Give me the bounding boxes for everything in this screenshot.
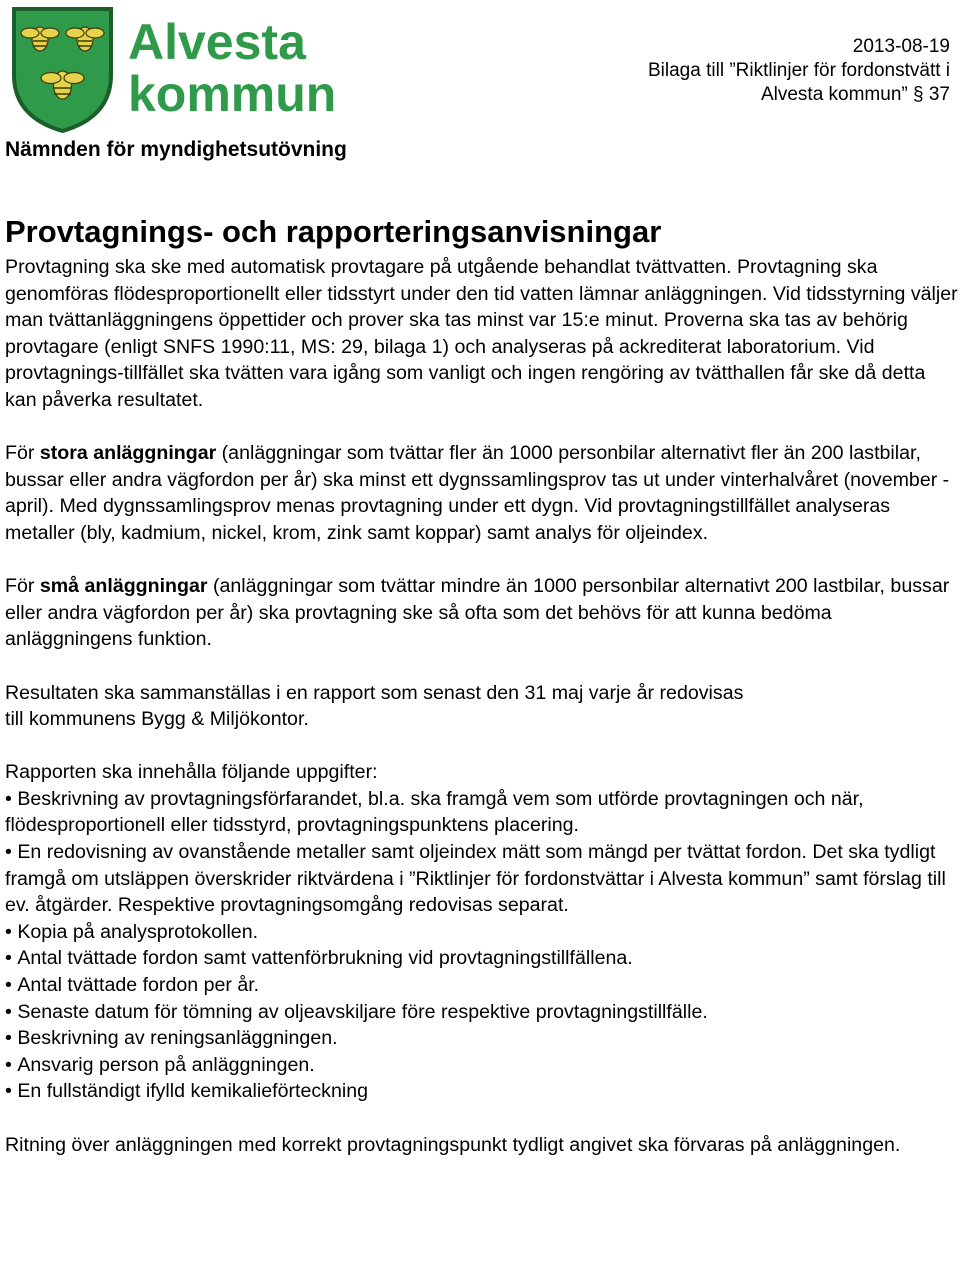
document-body — [5, 212, 960, 1158]
text-line: till kommunens Bygg & Miljökontor. — [5, 708, 309, 731]
list-item: • Ansvarig person på anläggningen. — [5, 1052, 960, 1079]
reference-name: Alvesta kommun” — [760, 84, 908, 105]
list-item: • En fullständigt ifylld kemikalieförteckning — [5, 1078, 960, 1105]
paragraph-report-deadline — [5, 680, 960, 733]
report-contents-list — [5, 786, 960, 1105]
reference-line-2 — [648, 83, 950, 107]
list-item: • Antal tvättade fordon samt vattenförbrukning vid provtagningstillfällena. — [5, 945, 960, 972]
document-reference — [648, 35, 950, 107]
paragraph-drawing: Ritning över anläggningen med korrekt provtagningspunkt tydligt angivet ska förvaras på anläggningen. — [5, 1133, 901, 1156]
text-line: Resultaten ska sammanställas i en rapport som senast den 31 maj varje år redovisas — [5, 681, 744, 704]
text-span: (anläggningar som tvättar fler än 1000 personbilar alternativt fler än 200 lastbilar, bussar eller andra vägfordon per år) ska minst ett dygnssamlingsprov tas ut under vinterhalvåret (november - april). Med dygnssamlingsprov menas provtagning under ett dygn. Vid provtagningstillfället analyseras metaller (bly, kadmium, nickel, krom, zink samt koppar) samt analys för oljeindex. — [5, 442, 950, 544]
list-item: • Beskrivning av provtagningsförfarandet, bl.a. ska framgå vem som utförde provtagningen och när, flödesproportionell eller tidsstyrd, provtagningspunktens placering. — [5, 786, 960, 839]
emphasis-small-facilities: små anläggningar — [39, 575, 208, 598]
text-span: För — [5, 575, 40, 598]
list-item: • Kopia på analysprotokollen. — [5, 919, 960, 946]
logo-wordmark — [128, 13, 358, 117]
text-span: För — [5, 442, 40, 465]
department-name: Nämnden för myndighetsutövning — [5, 138, 347, 161]
emphasis-large-facilities: stora anläggningar — [39, 442, 217, 465]
text-span: (anläggningar som tvättar mindre än 1000 personbilar alternativt 200 lastbilar, bussar eller andra vägfordon per år) ska provtagning ske så ofta som det behövs för att kunna bedöma anläggningens funktion. — [5, 575, 950, 651]
paragraph-large-facilities — [5, 440, 960, 546]
coat-of-arms-icon — [10, 5, 115, 135]
report-contents-intro: Rapporten ska innehålla följande uppgifter: — [5, 761, 378, 784]
municipality-logo — [10, 5, 355, 135]
list-item: • Senaste datum för tömning av oljeavskiljare före respektive provtagningstillfälle. — [5, 999, 960, 1026]
page-title: Provtagnings- och rapporteringsanvisningar — [5, 214, 662, 249]
list-item: • Beskrivning av reningsanläggningen. — [5, 1025, 960, 1052]
document-date: 2013-08-19 — [852, 36, 950, 57]
list-item: • En redovisning av ovanstående metaller samt oljeindex mätt som mängd per tvättat fordon. Det ska tydligt framgå om utsläppen överskrider riktvärdena i ”Riktlinjer för fordonstvättar i Alvesta kommun” samt förslag till ev. åtgärder. Respektive provtagningsomgång redovisas separat. — [5, 839, 960, 919]
reference-section: § 37 — [913, 84, 950, 105]
logo-line-2: kommun — [128, 66, 337, 117]
logo-line-1: Alvesta — [128, 14, 306, 70]
list-item: • Antal tvättade fordon per år. — [5, 972, 960, 999]
paragraph-small-facilities — [5, 573, 960, 653]
paragraph-sampling: Provtagning ska ske med automatisk provtagare på utgående behandlat tvättvatten. Provtagning ska genomföras flödesproportionellt eller tidsstyrt under den tid vatten lämnar anläggningen. Vid tidsstyrning väljer man tvättanläggningens öppettider och prover ska tas minst var 15:e minut. Proverna ska tas av behörig provtagare (enligt SNFS 1990:11, MS: 29, bilaga 1) och analyseras på ackrediterat laboratorium. Vid provtagnings-tillfället ska tvätten vara igång som vanligt och ingen rengöring av tvätthallen får ske då detta kan påverka resultatet. — [5, 256, 958, 411]
reference-line-1: Bilaga till ”Riktlinjer för fordonstvätt i — [648, 60, 950, 81]
